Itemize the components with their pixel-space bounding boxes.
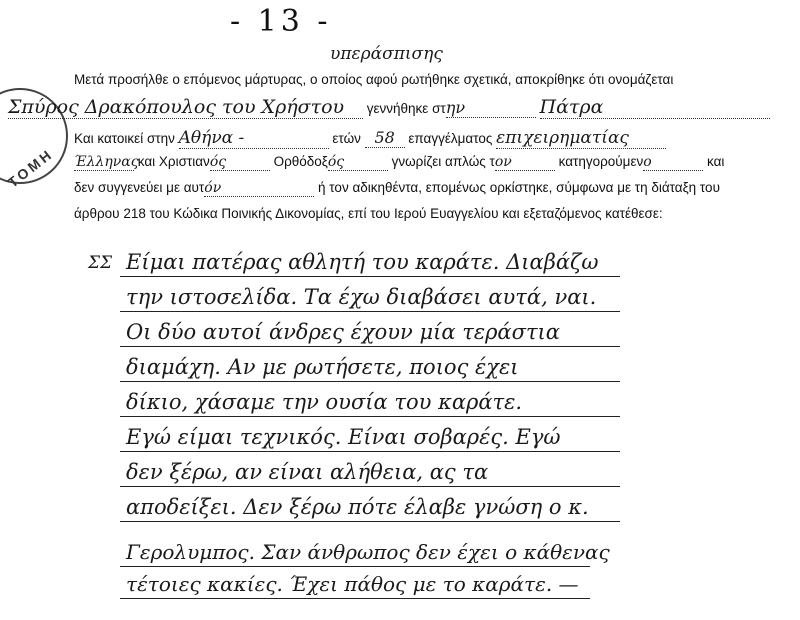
- residence: Αθήνα -: [179, 128, 329, 149]
- testimony-line: Οι δύο αυτοί άνδρες έχουν μία τεράστια: [126, 320, 560, 344]
- residence-label: Και κατοικεί στην: [74, 131, 175, 146]
- page-number: - 13 -: [230, 4, 332, 39]
- header-line-2: [8, 96, 770, 119]
- testimony-line: τέτοιες κακίες. Έχει πάθος με το καράτε. —: [126, 572, 579, 596]
- and-word: και: [706, 154, 725, 169]
- accused-label: κατηγορούμεν: [558, 154, 644, 169]
- header-line-4: [74, 154, 724, 171]
- born-article: ην: [446, 98, 536, 118]
- testimony-line: Γερολυμπος. Σαν άνθρωπος δεν έχει ο κάθενας: [126, 540, 610, 564]
- testimony-line: δεν ξέρω, αν είναι αλήθεια, ας τα: [126, 460, 489, 484]
- header-line-5: [74, 180, 720, 197]
- testimony-line: Εγώ είμαι τεχνικός. Είναι σοβαρές. Εγώ: [126, 425, 561, 449]
- seal-text: ΤΟΜΗ: [4, 145, 57, 191]
- knows-label: γνωρίζει απλώς τ: [391, 154, 495, 169]
- ruled-line: [120, 566, 590, 567]
- kinship-label: δεν συγγενεύει με αυτ: [74, 180, 205, 195]
- header-line-6: άρθρου 218 του Κώδικα Ποινικής Δικονομίας, επί του Ιερού Ευαγγελίου και εξεταζόμενος κατέθεσε:: [74, 206, 663, 221]
- profession: επιχειρηματίας: [496, 128, 666, 149]
- defense-insert: υπεράσπισης: [330, 44, 443, 64]
- nationality: Έλληνας: [74, 154, 139, 170]
- margin-mark: ΣΣ: [88, 253, 113, 273]
- ruled-line: [120, 451, 620, 452]
- ruled-line: [120, 346, 620, 347]
- header-line-3: [74, 128, 666, 149]
- testimony-line: Είμαι πατέρας αθλητή του καράτε. Διαβάζω: [126, 250, 599, 274]
- age-label: ετών: [332, 131, 361, 146]
- knows-value: ον: [495, 154, 555, 171]
- profession-label: επαγγέλματος: [408, 131, 493, 146]
- oath-text: ή τον αδικηθέντα, επομένως ορκίστηκε, σύμφωνα με τη διάταξη του: [318, 180, 720, 195]
- ruled-line: [120, 521, 620, 522]
- header-line-1: Μετά προσήλθε ο επόμενος μάρτυρας, ο οποίος αφού ρωτήθηκε σχετικά, αποκρίθηκε ότι ονομάζεται: [74, 72, 674, 87]
- ruled-line: [120, 486, 620, 487]
- witness-name: Σπύρος Δρακόπουλος του Χρήστου: [8, 96, 363, 119]
- ruled-line: [120, 276, 620, 277]
- born-label: γεννήθηκε στ: [366, 101, 446, 116]
- kinship-value: όν: [204, 180, 314, 197]
- ruled-line: [120, 598, 590, 599]
- christian-value: ός: [210, 154, 270, 171]
- ruled-line: [120, 381, 620, 382]
- accused-value: ο: [643, 154, 703, 171]
- age: 58: [365, 128, 405, 148]
- testimony-line: διαμάχη. Αν με ρωτήσετε, ποιος έχει: [126, 355, 519, 379]
- testimony-line: δίκιο, χάσαμε την ουσία του καράτε.: [126, 390, 523, 414]
- testimony-line: την ιστοσελίδα. Τα έχω διαβάσει αυτά, ναι.: [126, 285, 597, 309]
- orthodox-label: Ορθόδοξ: [273, 154, 328, 169]
- testimony-line: αποδείξει. Δεν ξέρω πότε έλαβε γνώση ο κ.: [126, 495, 589, 519]
- ruled-line: [120, 311, 620, 312]
- birth-place: Πάτρα: [540, 96, 770, 119]
- christian-label: και Χριστιαν: [137, 154, 210, 169]
- ruled-line: [120, 416, 620, 417]
- orthodox-value: ός: [328, 154, 388, 171]
